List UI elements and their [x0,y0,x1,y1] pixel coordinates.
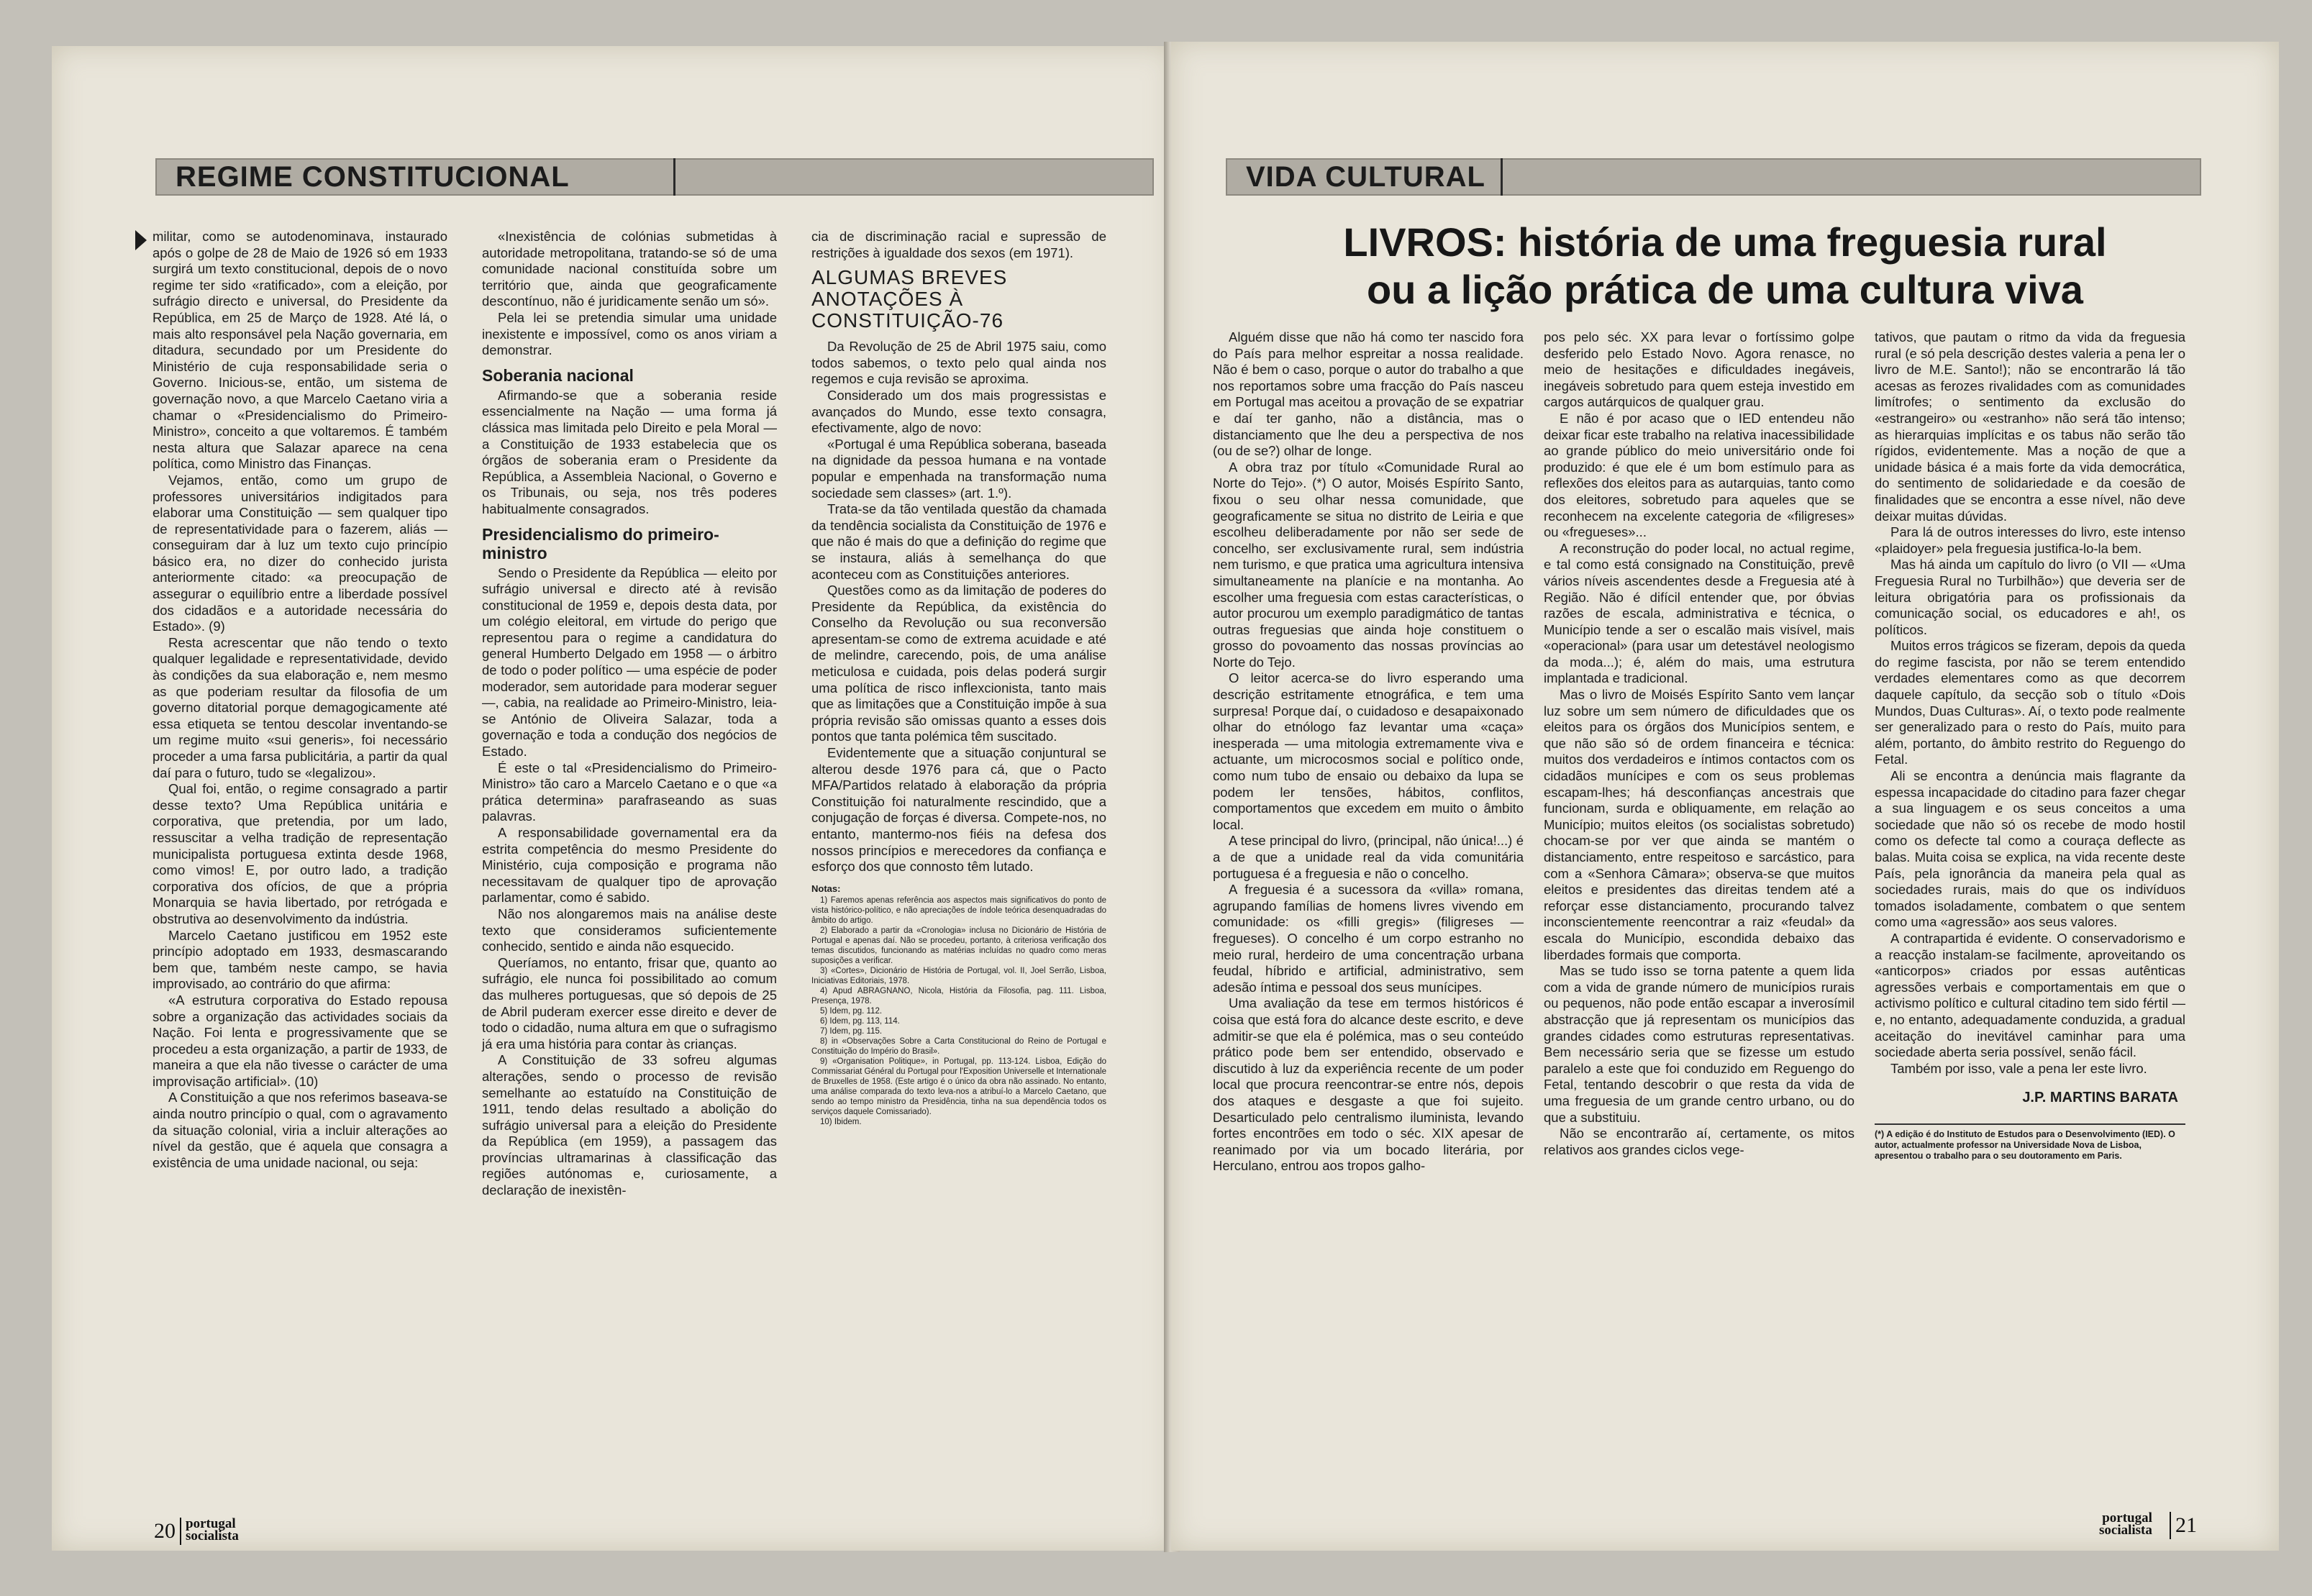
page-number: 21 [2175,1513,2197,1537]
headline-line-2: ou a lição prática de uma cultura viva [1367,267,2083,312]
logo-line-1: portugal [2102,1510,2152,1526]
paragraph: A responsabilidade governamental era da estrita competência do mesmo Presidente do Ministério, cuja composição e programa não necessitavam de qualquer tipo de aprovação parlamentar, como é sabido. [482,825,777,906]
paragraph: Pela lei se pretendia simular uma unidade inexistente e impossível, como os anos viriam a demonstrar. [482,309,777,358]
section-banner-right [1226,158,2201,196]
paragraph: Muitos erros trágicos se fizeram, depois da queda do regime fascista, por não se terem entendido verdades elementares como as que decorrem daquele capítulo, da secção sob o título «Dois Mundos, Duas Culturas». Aí, o texto pode realmente ser generalizado para o resto do País, muito para além, portanto, do âmbito restrito do Reguengo do Fetal. [1875,638,2185,767]
paragraph: Qual foi, então, o regime consagrado a partir desse texto? Uma República unitária e corporativa, que pretendia, por um lado, ressuscitar a velha tradição de representação municipalista portuguesa extinta desde 1968, como vimos! E, por outro lado, a tradição corporativa dos ofícios, de que a própria Monarquia se havia libertado, por retrógada e obstrutiva ao desenvolvimento da indústria. [153,781,447,926]
paragraph: A Constituição a que nos referimos baseava-se ainda noutro princípio o qual, com o agravamento da situação colonial, viria a incluir alterações ao nível da gestão, que é aquela que consagra a existência de uma unidade nacional, ou seja: [153,1090,447,1170]
paragraph: Não se encontrarão aí, certamente, os mitos relativos aos grandes ciclos vege- [1544,1126,1854,1157]
paragraph: Vejamos, então, como um grupo de professores universitários indigitados para elaborar uma Constituição — sem qualquer tipo de representatividade para o fazerem, aliás — conseguiram dar à luz um texto cujo princípio básico era, no dizer do conhecido jurista anteriormente citado: «a preocupação de assegurar o equilíbrio entre a liberdade possível dos cidadãos e a autoridade necessária do Estado». (9) [153,472,447,634]
paragraph: Questões como as da limitação de poderes do Presidente da República, da existência do Conselho da Revolução ou sua reconversão apresentam-se como de extrema acuidade e até de melindre, carecendo, pois, de uma análise meticulosa e cuidada, pois delas poderá surgir uma política de risco inflexcionista, tanto mais que as limitações que a Constituição impõe à sua própria revisão são omissas quanto a esses dois pontos que tanta polémica têm suscitado. [811,583,1106,744]
continuation-marker-icon [135,230,147,250]
paragraph: Afirmando-se que a soberania reside essencialmente na Nação — uma forma já clássica mas limitada pelo Direito e pela Moral — a Constituição de 1933 estabelecia que os órgãos de soberania eram o Presidente da República, a Assembleia Nacional, o Governo e os Tribunais, ou seja, nos três poderes habitualmente consagrados. [482,387,777,516]
paragraph: A reconstrução do poder local, no actual regime, e tal como está consignado na Constituição, prevê vários níveis ascendentes desde a Freguesia até à Região. Não é difícil entender que, por óbvias razões de escala, administrativa e técnica, o Município tende a ser o escalão mais visível, mais «operacional» (para usar um detestável neologismo da moda...); é, além do mais, uma estrutura implantada e tradicional. [1544,540,1854,686]
note-item: 4) Apud ABRAGNANO, Nicola, História da Filosofia, pag. 111. Lisboa, Presença, 1978. [811,986,1106,1006]
note-item: 5) Idem, pg. 112. [820,1006,883,1016]
paragraph: militar, como se autodenominava, instaurado após o golpe de 28 de Maio de 1926 só em 1933 surgirá um texto constitucional, depois de o novo regime ter sido «ratificado», com a eleição, por sufrágio directo e universal, do Presidente da República, em 25 de Março de 1928. Até lá, o mais alto responsável pela Nação governaria, em ditadura, secundado por um Presidente do Ministério de cuja responsabilidade seria o Governo. Inicious-se, então, um sistema de governação novo, a que Marcelo Caetano viria a chamar o «Presidencialismo do Primeiro-Ministro», conceito a que voltaremos. É também nesta altura que Salazar aparece na cena política, como Ministro das Finanças. [153,229,447,472]
note-item: 8) in «Observações Sobre a Carta Constitucional do Reino de Portugal e Constituição do Império do Brasil». [811,1036,1106,1056]
paragraph: O leitor acerca-se do livro esperando uma descrição estritamente etnográfica, e tem uma surpresa! Porque daí, o cuidadoso e desapaixonado olhar do etnólogo faz levantar uma «caça» inesperada — uma mitologia extremamente viva e actuante, um microcosmos social e político onde, como num tubo de ensaio ou debaixo da lupa se podem ler tensões, hábitos, conflitos, comportamentos que excedem em muito o âmbito local. [1213,670,1524,832]
note-item: 3) «Cortes», Dicionário de História de Portugal, vol. II, Joel Serrão, Lisboa, Iniciativas Editoriais, 1978. [811,966,1106,985]
publication-logo [2099,1512,2152,1536]
section-title: VIDA CULTURAL [1246,161,1485,193]
subsection-heading: ALGUMAS BREVES ANOTAÇÕES À CONSTITUIÇÃO-76 [811,266,1008,332]
paragraph: A Constituição de 33 sofreu algumas alterações, sendo o processo de revisão semelhante ao estatuído na Constituição de 1911, tendo delas resultado a abolição do sufrágio universal para a eleição do Presidente da República (em 1959), a passagem das províncias ultramarinas à classificação das regiões autónomas e, curiosamente, a declaração de inexistên- [482,1052,777,1198]
paragraph: pos pelo séc. XX para levar o fortíssimo golpe desferido pelo Estado Novo. Agora renasce, no meio de hesitações e dificuldades inegáveis, inegáveis sobretudo para quem esteja investido em cargos autárquicos de qualquer grau. [1544,329,1854,410]
right-column-3 [1875,329,2185,1162]
note-item: 1) Faremos apenas referência aos aspectos mais significativos do ponto de vista histórico-político, e não apreciações de índole teórica desenquadradas do âmbito do artigo. [811,895,1106,925]
paragraph: «A estrutura corporativa do Estado repousa sobre a organização das actividades sociais da Nação. Foi lenta e progressivamente que se procedeu a esta organização, a partir de 1933, de maneira a que ela não tivesse o carácter de uma improvisação artificial». (10) [153,992,447,1089]
paragraph: Sendo o Presidente da República — eleito por sufrágio universal e directo até à revisão constitucional de 1959 e, depois desta data, por um colégio eleitoral, em virtude do perigo que representou para o regime a candidatura do general Humberto Delgado em 1958 — o árbitro de todo o poder político — uma espécie de poder moderador, sem autoridade para moderar seguer —, cabia, na realidade ao Primeiro-Ministro, leia-se António de Oliveira Salazar, toda a governação e toda a condução dos negócios de Estado. [482,565,777,760]
left-page [52,46,1174,1551]
paragraph: Da Revolução de 25 de Abril 1975 saiu, como todos sabemos, o texto pelo qual ainda nos regemos e cuja revisão se aproxima. [811,339,1106,387]
paragraph: Evidentemente que a situação conjuntural se alterou desde 1976 para cá, que o Pacto MFA/Partidos relatado à elaboração da própria Constituição foi naturalmente rescindido, que a conjugação de forças é diversa. Compete-nos, no entanto, mantermo-nos fiéis na defesa dos nossos princípios e merecedores da confiança e esforço dos que connosto têm lutado. [811,745,1106,875]
column-3-body [811,229,1106,875]
banner-divider [1501,158,1503,196]
paragraph: É este o tal «Presidencialismo do Primeiro-Ministro» tão caro a Marcelo Caetano e o que «a prática determina» parafraseando as suas palavras. [482,760,777,824]
notes-section [811,884,1106,1127]
right-page [1171,42,2279,1551]
paragraph: Marcelo Caetano justificou em 1952 este princípio adoptado em 1933, desmascarando bem que, também neste campo, se havia improvisado, ao contrário do que afirma: [153,927,447,992]
logo-line-2: socialista [2099,1523,2152,1538]
banner-divider [673,158,675,196]
author-signature: J.P. MARTINS BARATA [2022,1090,2178,1106]
paragraph: Queríamos, no entanto, frisar que, quanto ao sufrágio, ele nunca foi possibilitado ao comum das mulheres portuguesas, que só depois de 25 de Abril puderam exercer esse direito e dever de todo o cidadão, numa altura em que o sufragismo já era uma história para contar às crianças. [482,954,777,1052]
headline-line-1: LIVROS: história de uma freguesia rural [1343,219,2107,265]
article-headline [1243,219,2207,314]
paragraph: Resta acrescentar que não tendo o texto qualquer legalidade e representatividade, devido às condições da sua elaboração e, nem mesmo as que poderiam resultar da filosofia de um governo ditatorial porque demagogicamente até essa etiqueta se tentou descolar inventando-se um regime muito «sui generis», foi necessário proceder a uma farsa publicitária, a partir da qual daí para o futuro, tudo se «legalizou». [153,634,447,780]
left-column-1 [153,229,447,1171]
note-item: 2) Elaborado a partir da «Cronologia» inclusa no Dicionário de História de Portugal e apenas daí. Não se procedeu, portanto, à criteriosa verificação dos temas discutidos, funcionando as matérias incluídas no quadro como meras suposições a verificar. [811,926,1106,965]
paragraph: Mas o livro de Moisés Espírito Santo vem lançar luz sobre um sem número de dificuldades que os eleitos para os órgãos dos Municípios sentem, e que não são só de ordem financeira e técnica: muitos dos verdadeiros e íntimos contactos com os cidadãos munícipes e com os seus problemas escapam-lhes; há desconfianças ancestrais que funcionam, surda e obliquamente, em relação ao Município; muitos eleitos (os socialistas sobretudo) chocam-se por ver que ainda se mantém o distanciamento, entre respeitoso e sarcástico, para com a «Senhora Câmara»; observa-se que muitos eleitos e presidentes das direitas tendem até a reforçar esse distanciamento, procurando talvez inconscientemente reencontrar a raiz «feudal» da escala do Município, escondida debaixo das liberdades formais que comporta. [1544,687,1854,962]
paragraph: cia de discriminação racial e supressão de restrições à igualdade dos sexos (em 1971). [811,229,1106,260]
logo-line-2: socialista [186,1528,239,1543]
paragraph: Trata-se da tão ventilada questão da chamada da tendência socialista da Constituição de 1976 e que não é mais do que a definição do regime que se instaura, aliás à semelhança do que aconteceu com as Constituições anteriores. [811,501,1106,582]
right-column-2 [1544,329,1854,1158]
paragraph: Também por isso, vale a pena ler este livro. [1890,1060,2147,1076]
notes-title: Notas: [811,883,841,894]
paragraph: «Portugal é uma República soberana, baseada na dignidade da pessoa humana e na vontade popular e empenhada na transformação numa sociedade sem classes» (art. 1.º). [811,436,1106,501]
logo-line-1: portugal [186,1516,236,1531]
paragraph: A tese principal do livro, (principal, não única!...) é a de que a unidade real da vida comunitária portuguesa é a freguesia e não o concelho. [1213,833,1524,881]
page-number: 20 [154,1519,176,1543]
paragraph: E não é por acaso que o IED entendeu não deixar ficar este trabalho na relativa inacessibilidade ao grande público do meio universitário onde foi produzido: é que ele é um bom estímulo para as reflexões dos eleitos para as autarquias, tanto como dos eleitores, sobretudo para aqueles que se reconhecem na excelente categoria de «filigreses» ou «fregueses»... [1544,410,1854,540]
paragraph: tativos, que pautam o ritmo da vida da freguesia rural (e só pela descrição destes valeria a pena ler o livro de M.E. Santo!); não se encontrarão lá tão acesas as ferozes rivalidades com as comunidades limítrofes; o sentimento da exclusão do «estrangeiro» ou «estranho» não será tão intenso; as hierarquias implícitas e os tabus não serão tão rígidos, evidentemente. Mas a noção de que a unidade básica é a mais forte da vida democrática, do sentimento de solidariedade e da coesão de finalidades que se encontra a esse nível, não deve deixar muitas dúvidas. [1875,329,2185,524]
paragraph: Alguém disse que não há como ter nascido fora do País para melhor espreitar a nossa realidade. Não é bem o caso, porque o autor do trabalho a que nos reportamos sobre uma fracção do País nasceu em Portugal mas aceitou a provação de se expatriar e daí ter ganho, não a distância, mas o distanciamento que lhe deu a perspectiva de nos (ou de se?) olhar de longe. [1213,329,1524,459]
paragraph: Considerado um dos mais progressistas e avançados do Mundo, esse texto consagra, efectivamente, algo de novo: [811,387,1106,436]
paragraph: Mas se tudo isso se torna patente a quem lida com a vida de grande número de municípios rurais ou pequenos, não pode então escapar a inverosímil abstracção que já representam os municípios das grandes cidades como estruturas representativas. Bem necessário seria que se fizesse um estudo paralelo a este que foi conduzido em Reguengo do Fetal, tentando descobrir o que resta da vida de uma freguesia de um grande centro urbano, ou do que a substituiu. [1544,963,1854,1125]
book-footnote: (*) A edição é do Instituto de Estudos para o Desenvolvimento (IED). O autor, actualmente professor na Universidade Nova de Lisboa, apresentou o trabalho para o seu doutoramento em Paris. [1875,1123,2185,1162]
note-item: 7) Idem, pg. 115. [820,1026,883,1036]
section-heading: Soberania nacional [482,365,634,385]
right-column-1 [1213,329,1524,1175]
paragraph: Mas há ainda um capítulo do livro (o VII — «Uma Freguesia Rural no Turbilhão») que deveria ser de leitura obrigatória para os profissionais da comunicação social, os educadores e ah!, os políticos. [1875,557,2185,637]
left-column-3 [811,229,1106,1127]
paragraph: A contrapartida é evidente. O conservadorismo e a reacção instalam-se facilmente, aproveitando os «anticorpos» criados por essas autênticas agressões verbais e comportamentais em que o activismo político e cultural citadino tem sido fértil — e, no entanto, adequadamente conduzida, a gradual aceitação do inevitável caminhar para uma sociedade aberta seria possível, senão fácil. [1875,930,2185,1060]
logo-bar [2170,1512,2171,1539]
paragraph: Não nos alongaremos mais na análise deste texto que consideramos suficientemente conhecido, sentido e ainda não esquecido. [482,906,777,954]
logo-bar [180,1518,181,1545]
column-3-body [1875,329,2185,1077]
section-heading: Presidencialismo do primeiro-ministro [482,524,719,562]
paragraph: Ali se encontra a denúncia mais flagrante da espessa incapacidade do citadino para fazer chegar a sua linguagem e os seus conceitos a uma sociedade que não só os recebe de modo hostil como os defecte tal como a couraça deflecte as balas. Muita coisa se explica, na vida recente deste País, pela ignorância da maneira pela qual as sociedades rurais, mais do que os indivíduos tomados isoladamente, combatem o que sentem como uma «agressão» aos seus valores. [1875,768,2185,930]
section-banner-left [155,158,1154,196]
notes-list [811,895,1106,1127]
note-item: 9) «Organisation Politique», in Portugal, pp. 113-124. Lisboa, Edição do Commissariat Général du Portugal pour l'Exposition Universelle et Internationale de Bruxelles de 1958. (Este artigo é o único da obra não assinado. No entanto, uma análise comparada do texto leva-nos a atribuí-lo a Marcelo Caetano, que sendo ao tempo ministro da Presidência, tinha na sua dependência todos os serviços daquele Comissariado). [811,1057,1106,1116]
section-title: REGIME CONSTITUCIONAL [176,161,570,193]
paragraph: A obra traz por título «Comunidade Rural ao Norte do Tejo». (*) O autor, Moisés Espírito Santo, fixou o seu olhar nessa comunidade, que geograficamente se situa no distrito de Leiria e que escolheu deliberadamente por não ser sede de concelho, ser exclusivamente rural, sem indústria nem turismo, e que pratica uma agricultura intensiva simultaneamente na planície e na montanha. Ao escolher uma freguesia com estas características, o autor procurou um exemplo paradigmático de tantas outras freguesias que ainda hoje constituem o grosso do povoamento das nossas províncias ao Norte do Tejo. [1213,459,1524,670]
publication-logo [186,1518,239,1542]
note-item: 6) Idem, pg. 113, 114. [820,1016,900,1026]
paragraph: «Inexistência de colónias submetidas à autoridade metropolitana, tratando-se só de uma comunidade nacional constituída sobre um território que, ainda que geograficamente descontínuo, não é juridicamente senão um só». [482,229,777,309]
note-item: 10) Ibidem. [820,1117,862,1126]
paragraph: A freguesia é a sucessora da «villa» romana, agrupando famílias de homens livres vivendo em comunidade: os «filli gregis» (filigreses — fregueses). O concelho é um corpo estranho no meio rural, herdeiro de uma concentração urbana feudal, híbrido e artificial, administrativo, sem adesão íntima e pessoal dos seus munícipes. [1213,882,1524,995]
paragraph: Uma avaliação da tese em termos históricos é coisa que está fora do alcance deste escrito, e deve admitir-se que ela é polémica, mas o seu conteúdo prático pode bem ser entendido, observado e discutido à luz da experiência recente de um poder local que procura reencontrar-se entre nós, depois dos ataques e desgaste a que foi sujeito. Desarticulado pelo centralismo iluminista, levando fortes encontrões em todo o séc. XIX apesar de reanimado por via um bocado literária, por Herculano, entrou aos tropos galho- [1213,995,1524,1174]
paragraph: Para lá de outros interesses do livro, este intenso «plaidoyer» pela freguesia justifica-lo-la bem. [1875,524,2185,556]
left-column-2 [482,229,777,1199]
